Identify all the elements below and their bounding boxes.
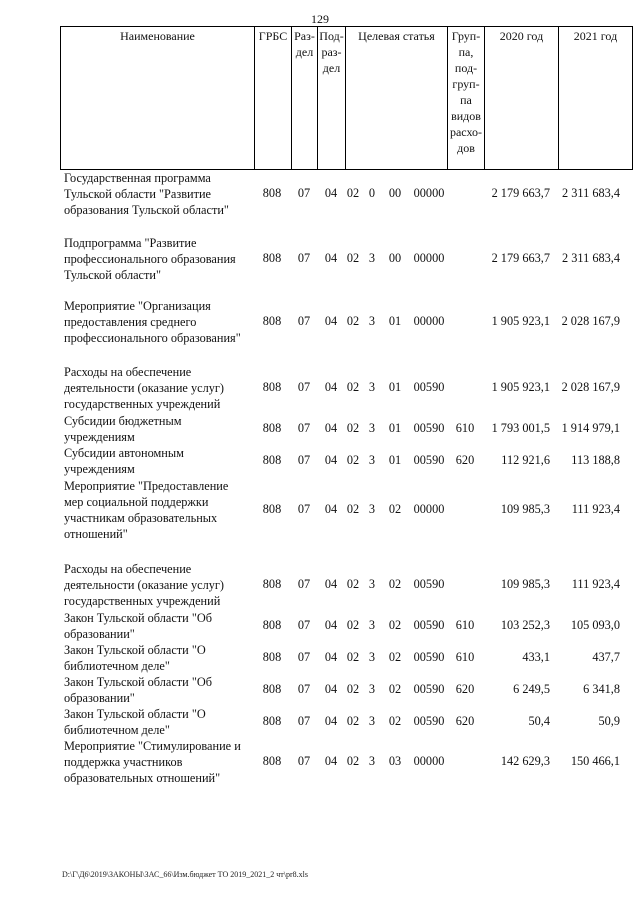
row-name-line: Мероприятие "Стимулирование и <box>64 739 241 753</box>
cell-c4: 00000 <box>413 251 445 265</box>
cell-group: 620 <box>455 682 475 696</box>
cell-c2: 3 <box>368 754 376 768</box>
cell-y2021: 1 914 979,1 <box>561 421 620 435</box>
cell-grbs: 808 <box>262 754 282 768</box>
cell-c2: 3 <box>368 577 376 591</box>
row-name-line: деятельности (оказание услуг) <box>64 578 224 592</box>
cell-y2020: 2 179 663,7 <box>491 251 550 265</box>
cell-c2: 3 <box>368 453 376 467</box>
cell-podrazdel: 04 <box>324 453 338 467</box>
cell-c3: 01 <box>388 453 402 467</box>
cell-c3: 01 <box>388 380 402 394</box>
cell-c2: 3 <box>368 618 376 632</box>
cell-c2: 0 <box>368 186 376 200</box>
cell-c3: 02 <box>388 682 402 696</box>
row-name <box>64 478 252 542</box>
cell-c2: 3 <box>368 380 376 394</box>
header-2021-label: 2021 год <box>573 29 618 43</box>
cell-y2020: 50,4 <box>528 714 550 728</box>
cell-c2: 3 <box>368 650 376 664</box>
row-name-line: мер социальной поддержки <box>64 495 209 509</box>
row-name-line: учреждениям <box>64 430 135 444</box>
cell-c3: 00 <box>388 186 402 200</box>
cell-c4: 00000 <box>413 502 445 516</box>
cell-podrazdel: 04 <box>324 618 338 632</box>
cell-y2021: 2 311 683,4 <box>562 251 620 265</box>
cell-podrazdel: 04 <box>324 380 338 394</box>
cell-c1: 02 <box>346 453 360 467</box>
cell-y2021: 111 923,4 <box>571 577 620 591</box>
row-name-line: библиотечном деле" <box>64 659 170 673</box>
cell-group: 610 <box>455 421 475 435</box>
cell-y2021: 111 923,4 <box>571 502 620 516</box>
header-podrazdel-line: дел <box>322 61 341 75</box>
header-razdel-line: Раз- <box>294 29 315 43</box>
cell-c1: 02 <box>346 714 360 728</box>
row-name-line: поддержка участников <box>64 755 183 769</box>
row-name-line: Закон Тульской области "О <box>64 707 206 721</box>
row-name-line: государственных учреждений <box>64 397 221 411</box>
table-header <box>0 26 640 170</box>
cell-grbs: 808 <box>262 421 282 435</box>
cell-c3: 02 <box>388 714 402 728</box>
header-razdel <box>291 26 317 170</box>
cell-group: 620 <box>455 453 475 467</box>
row-name-line: Закон Тульской области "О <box>64 643 206 657</box>
cell-razdel: 07 <box>297 421 311 435</box>
header-group-line: под- <box>454 61 478 75</box>
cell-grbs: 808 <box>262 650 282 664</box>
header-group-line: груп- <box>452 77 480 91</box>
cell-y2020: 142 629,3 <box>500 754 550 768</box>
cell-c4: 00590 <box>413 714 445 728</box>
cell-y2020: 1 905 923,1 <box>491 314 550 328</box>
cell-c3: 00 <box>388 251 402 265</box>
cell-grbs: 808 <box>262 577 282 591</box>
cell-c3: 01 <box>388 314 402 328</box>
cell-y2021: 50,9 <box>598 714 620 728</box>
cell-group: 610 <box>455 650 475 664</box>
row-name-line: государственных учреждений <box>64 594 221 608</box>
cell-razdel: 07 <box>297 650 311 664</box>
row-name-line: профессионального образования <box>64 252 236 266</box>
header-2020 <box>484 26 558 170</box>
cell-razdel: 07 <box>297 502 311 516</box>
cell-y2021: 6 341,8 <box>583 682 620 696</box>
cell-razdel: 07 <box>297 251 311 265</box>
cell-grbs: 808 <box>262 453 282 467</box>
row-name-line: образовании" <box>64 691 135 705</box>
cell-podrazdel: 04 <box>324 754 338 768</box>
cell-podrazdel: 04 <box>324 714 338 728</box>
row-name <box>64 674 252 706</box>
row-name-line: образовании" <box>64 627 135 641</box>
cell-c3: 02 <box>388 618 402 632</box>
cell-podrazdel: 04 <box>324 650 338 664</box>
row-name <box>64 298 252 346</box>
row-name <box>64 445 252 477</box>
row-name-line: Расходы на обеспечение <box>64 365 192 379</box>
row-name-line: Субсидии бюджетным <box>64 414 182 428</box>
cell-y2020: 1 905 923,1 <box>491 380 550 394</box>
header-razdel-line: дел <box>295 45 314 59</box>
cell-y2020: 112 921,6 <box>501 453 550 467</box>
cell-grbs: 808 <box>262 714 282 728</box>
cell-c1: 02 <box>346 754 360 768</box>
cell-c4: 00000 <box>413 754 445 768</box>
row-name-line: Мероприятие "Предоставление <box>64 479 229 493</box>
cell-razdel: 07 <box>297 754 311 768</box>
cell-c4: 00000 <box>413 314 445 328</box>
cell-c1: 02 <box>346 618 360 632</box>
cell-c1: 02 <box>346 251 360 265</box>
row-name-line: Субсидии автономным <box>64 446 184 460</box>
header-group-line: па <box>460 93 472 107</box>
cell-c4: 00590 <box>413 453 445 467</box>
file-path-footer: D:\Г\Д6\2019\ЗАКОНЫ\ЗАС_66\Изм.бюджет ТО 2019_2021_2 чт\pr8.xls <box>62 870 308 879</box>
cell-y2021: 113 188,8 <box>571 453 620 467</box>
header-grbs <box>254 26 291 170</box>
row-name-line: учреждениям <box>64 462 135 476</box>
header-podrazdel <box>317 26 345 170</box>
cell-y2020: 103 252,3 <box>500 618 550 632</box>
header-group-line: дов <box>457 141 475 155</box>
cell-c4: 00590 <box>413 682 445 696</box>
header-target-label: Целевая статья <box>358 29 435 43</box>
header-2020-label: 2020 год <box>499 29 544 43</box>
header-name-label: Наименование <box>120 29 195 43</box>
cell-grbs: 808 <box>262 186 282 200</box>
cell-c1: 02 <box>346 186 360 200</box>
page-number: 129 <box>311 12 329 26</box>
cell-c3: 02 <box>388 650 402 664</box>
cell-c1: 02 <box>346 502 360 516</box>
row-name-line: Закон Тульской области "Об <box>64 611 212 625</box>
cell-y2020: 109 985,3 <box>500 502 550 516</box>
cell-grbs: 808 <box>262 314 282 328</box>
header-group-line: расхо- <box>449 125 483 139</box>
cell-c1: 02 <box>346 650 360 664</box>
cell-c2: 3 <box>368 421 376 435</box>
row-name-line: образования Тульской области" <box>64 203 229 217</box>
header-group-line: Груп- <box>451 29 481 43</box>
cell-grbs: 808 <box>262 251 282 265</box>
row-name <box>64 364 252 412</box>
cell-c1: 02 <box>346 314 360 328</box>
cell-y2020: 433,1 <box>522 650 550 664</box>
cell-y2021: 2 311 683,4 <box>562 186 620 200</box>
cell-y2021: 105 093,0 <box>570 618 620 632</box>
cell-c4: 00590 <box>413 577 445 591</box>
row-name <box>64 706 252 738</box>
row-name-line: библиотечном деле" <box>64 723 170 737</box>
cell-c2: 3 <box>368 714 376 728</box>
cell-razdel: 07 <box>297 577 311 591</box>
cell-podrazdel: 04 <box>324 251 338 265</box>
row-name-line: Подпрограмма "Развитие <box>64 236 197 250</box>
cell-c3: 01 <box>388 421 402 435</box>
row-name-line: Тульской области" <box>64 268 161 282</box>
row-name-line: Закон Тульской области "Об <box>64 675 212 689</box>
cell-c4: 00590 <box>413 618 445 632</box>
cell-c1: 02 <box>346 421 360 435</box>
cell-c2: 3 <box>368 314 376 328</box>
cell-c3: 02 <box>388 577 402 591</box>
cell-y2020: 6 249,5 <box>513 682 550 696</box>
row-name-line: Тульской области "Развитие <box>64 187 212 201</box>
row-name-line: Государственная программа <box>64 171 211 185</box>
header-2021 <box>558 26 633 170</box>
cell-y2021: 437,7 <box>592 650 620 664</box>
header-grbs-label: ГРБС <box>258 29 288 43</box>
cell-grbs: 808 <box>262 502 282 516</box>
cell-c2: 3 <box>368 502 376 516</box>
row-name <box>64 642 252 674</box>
cell-y2021: 2 028 167,9 <box>561 380 620 394</box>
cell-c3: 02 <box>388 502 402 516</box>
cell-razdel: 07 <box>297 714 311 728</box>
row-name-line: отношений" <box>64 527 128 541</box>
header-group-line: па, <box>458 45 474 59</box>
cell-podrazdel: 04 <box>324 314 338 328</box>
row-name <box>64 235 252 283</box>
cell-razdel: 07 <box>297 618 311 632</box>
cell-c2: 3 <box>368 251 376 265</box>
row-name <box>64 413 252 445</box>
cell-grbs: 808 <box>262 380 282 394</box>
cell-y2020: 1 793 001,5 <box>491 421 550 435</box>
header-podrazdel-line: раз- <box>321 45 342 59</box>
row-name-line: профессионального образования" <box>64 331 241 345</box>
header-podrazdel-line: Под- <box>319 29 344 43</box>
cell-c4: 00590 <box>413 421 445 435</box>
cell-razdel: 07 <box>297 186 311 200</box>
header-group-line: видов <box>451 109 481 123</box>
cell-podrazdel: 04 <box>324 682 338 696</box>
row-name-line: Расходы на обеспечение <box>64 562 192 576</box>
header-group <box>447 26 484 170</box>
cell-razdel: 07 <box>297 380 311 394</box>
cell-group: 610 <box>455 618 475 632</box>
row-name-line: деятельности (оказание услуг) <box>64 381 224 395</box>
row-name <box>64 738 252 786</box>
cell-y2021: 150 466,1 <box>570 754 620 768</box>
cell-y2020: 109 985,3 <box>500 577 550 591</box>
cell-c4: 00590 <box>413 380 445 394</box>
cell-c1: 02 <box>346 577 360 591</box>
cell-podrazdel: 04 <box>324 186 338 200</box>
cell-razdel: 07 <box>297 453 311 467</box>
cell-y2021: 2 028 167,9 <box>561 314 620 328</box>
cell-c1: 02 <box>346 380 360 394</box>
cell-c4: 00000 <box>413 186 445 200</box>
header-name <box>60 26 254 170</box>
cell-podrazdel: 04 <box>324 502 338 516</box>
row-name <box>64 170 252 218</box>
row-name-line: участникам образовательных <box>64 511 218 525</box>
header-target <box>345 26 447 170</box>
cell-razdel: 07 <box>297 682 311 696</box>
cell-razdel: 07 <box>297 314 311 328</box>
cell-podrazdel: 04 <box>324 421 338 435</box>
cell-c2: 3 <box>368 682 376 696</box>
cell-c4: 00590 <box>413 650 445 664</box>
cell-grbs: 808 <box>262 682 282 696</box>
row-name <box>64 610 252 642</box>
cell-y2020: 2 179 663,7 <box>491 186 550 200</box>
cell-group: 620 <box>455 714 475 728</box>
cell-c1: 02 <box>346 682 360 696</box>
row-name <box>64 561 252 609</box>
row-name-line: Мероприятие "Организация <box>64 299 211 313</box>
row-name-line: предоставления среднего <box>64 315 197 329</box>
cell-grbs: 808 <box>262 618 282 632</box>
cell-c3: 03 <box>388 754 402 768</box>
row-name-line: образовательных отношений" <box>64 771 221 785</box>
cell-podrazdel: 04 <box>324 577 338 591</box>
